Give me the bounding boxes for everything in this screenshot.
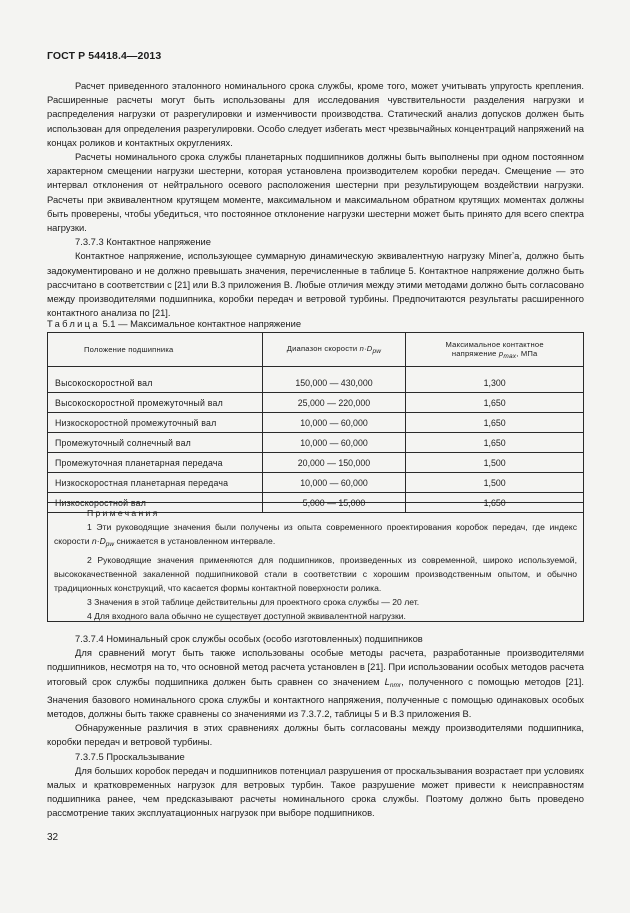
cell-stress: 1,650: [406, 433, 584, 453]
paragraph: Расчеты номинального срока службы планетарных подшипников должны быть выполнены при одном постоянном характерном смещении нагрузки шестерни, которая установлена производителем коробки передач. Смещение — это интервал отклонения от нейтрального осевого расположения шестерни при результирующем воздействии нагрузки. Расчеты при эквивалентном крутящем моменте, максимальном и максимальном обратном крутящих моментах должны быть проверены, чтобы убедиться, что постоянное отклонение нагрузки шестерни может быть принято для всего спектра нагрузки.: [47, 151, 584, 234]
section-heading: 7.3.7.5 Проскальзывание: [75, 750, 185, 762]
cell-stress: 1,500: [406, 453, 584, 473]
cell-position: Низкоскоростная планетарная передача: [48, 473, 263, 493]
section-heading: 7.3.7.3 Контактное напряжение: [75, 236, 212, 248]
notes-title: Примечания: [87, 508, 160, 518]
note-item: 3 Значения в этой таблице действительны для проектного срока службы — 20 лет.: [87, 597, 420, 608]
page-number: 32: [47, 832, 59, 843]
paragraph: Расчет приведенного эталонного номинального срока службы, кроме того, может учитывать упругость крепления. Расширенные расчеты могут быть использованы для исследования чувствительности разделения нагрузки и распределения нагрузки от разрегулировки и изменчивости производства. Статический анализ допусков должен быть использован для определения разрегулировки. Особо следует избегать мест чрезвычайных концентраций напряжений на концах роликов и контактных округлениях.: [47, 80, 584, 148]
table-header-row: [48, 333, 584, 367]
table-caption-title: 5.1 — Максимальное контактное напряжение: [102, 318, 302, 329]
paragraph: Контактное напряжение, использующее суммарную динамическую эквивалентную нагрузку Minerʼa, должно быть задокументировано и не должно превышать значения, перечисленные в таблице 5. Контактное напряжение должно быть рассчитано в соответствии с [21] или В.3 приложения В. Любые отличия между этими методами должно быть согласовано между производителями подшипника, коробки передач и ветровой турбины. Предпочитаются результаты расширенного контактного анализа по [21].: [47, 250, 584, 319]
column-header-stress: Максимальное контактное напряжение pmax, МПа: [406, 333, 584, 367]
cell-speed: 20,000 — 150,000: [262, 453, 406, 473]
note-item: 2 Руководящие значения применяются для подшипников, произведенных из современной, широко используемой, высококачественной закаленной подшипниковой стали в соответствии с хорошим производственным опытом, и обычно традиционных конструкций, что касается формы контактной поверхности ролика.: [54, 554, 577, 594]
note-item: 1 Эти руководящие значения были получены из опыта современного проектирования коробок передач, где индекс скорости $n\cdot D_{pw}$ снижается в установленном интервале.: [54, 522, 577, 549]
column-header-position: Положение подшипника: [48, 333, 263, 367]
cell-stress: 1,300: [406, 373, 584, 393]
contact-stress-table: [47, 332, 584, 513]
cell-position: Высокоскоростной промежуточный вал: [48, 393, 263, 413]
text-block-bottom: [47, 632, 584, 821]
cell-stress: 1,650: [406, 493, 584, 513]
paragraph: Для сравнений могут быть также использованы особые методы расчета, разработанные производителями подшипников, несмотря на то, что основной метод расчета установлен в [21]. При использовании особых методов расчета итоговый срок службы подшипника должен быть сравнен со значением $L_{nmr}$, полученного с помощью методов [21]. Значения базового номинального срока службы и контактного напряжения, полученные с помощью одинаковых особых методов, должны быть также сравнены со значениями из 7.3.7.2, таблицы 5 и В.3 приложения В.: [47, 647, 584, 720]
cell-stress: 1,650: [406, 413, 584, 433]
table-row: [48, 433, 584, 453]
note-item: 4 Для входного вала обычно не существует доступной эквивалентной нагрузки.: [87, 611, 406, 622]
cell-position: Промежуточная планетарная передача: [48, 453, 263, 473]
table-row: [48, 453, 584, 473]
text-block-top: [47, 79, 584, 320]
cell-stress: 1,650: [406, 393, 584, 413]
column-header-speed: Диапазон скорости n·Dpw: [262, 333, 406, 367]
cell-position: Низкоскоростной вал: [48, 493, 263, 513]
table-row: [48, 373, 584, 393]
table-row: [48, 413, 584, 433]
cell-speed: 150,000 — 430,000: [262, 373, 406, 393]
cell-position: Высокоскоростной вал: [48, 373, 263, 393]
section-heading: 7.3.7.4 Номинальный срок службы особых (особо изготовленных) подшипников: [75, 633, 423, 644]
cell-speed: 25,000 — 220,000: [262, 393, 406, 413]
paragraph: Обнаруженные различия в этих сравнениях должны быть согласованы между производителями подшипника, коробки передач и ветровой турбины.: [47, 722, 584, 748]
cell-speed: 10,000 — 60,000: [262, 413, 406, 433]
table-caption: [47, 318, 301, 329]
table-notes: [47, 502, 584, 622]
cell-speed: 5,000 — 15,000: [262, 493, 406, 513]
cell-speed: 10,000 — 60,000: [262, 473, 406, 493]
cell-stress: 1,500: [406, 473, 584, 493]
cell-speed: 10,000 — 60,000: [262, 433, 406, 453]
table-row: [48, 473, 584, 493]
table-row: [48, 393, 584, 413]
table-caption-label: Таблица: [47, 318, 100, 329]
cell-position: Низкоскоростной промежуточный вал: [48, 413, 263, 433]
cell-position: Промежуточный солнечный вал: [48, 433, 263, 453]
standard-header: ГОСТ Р 54418.4—2013: [47, 50, 162, 62]
paragraph: Для больших коробок передач и подшипников потенциал разрушения от проскальзывания возрастает при условиях малых и кратковременных нагрузок для ветровых турбин. Такое разрушение может привести к неисправностям подшипника ранее, чем предсказывают расчеты номинального срока службы. Поэтому должно быть проведено рассмотрение таких эксплуатационных нагрузок при выборе подшипников.: [47, 764, 584, 819]
